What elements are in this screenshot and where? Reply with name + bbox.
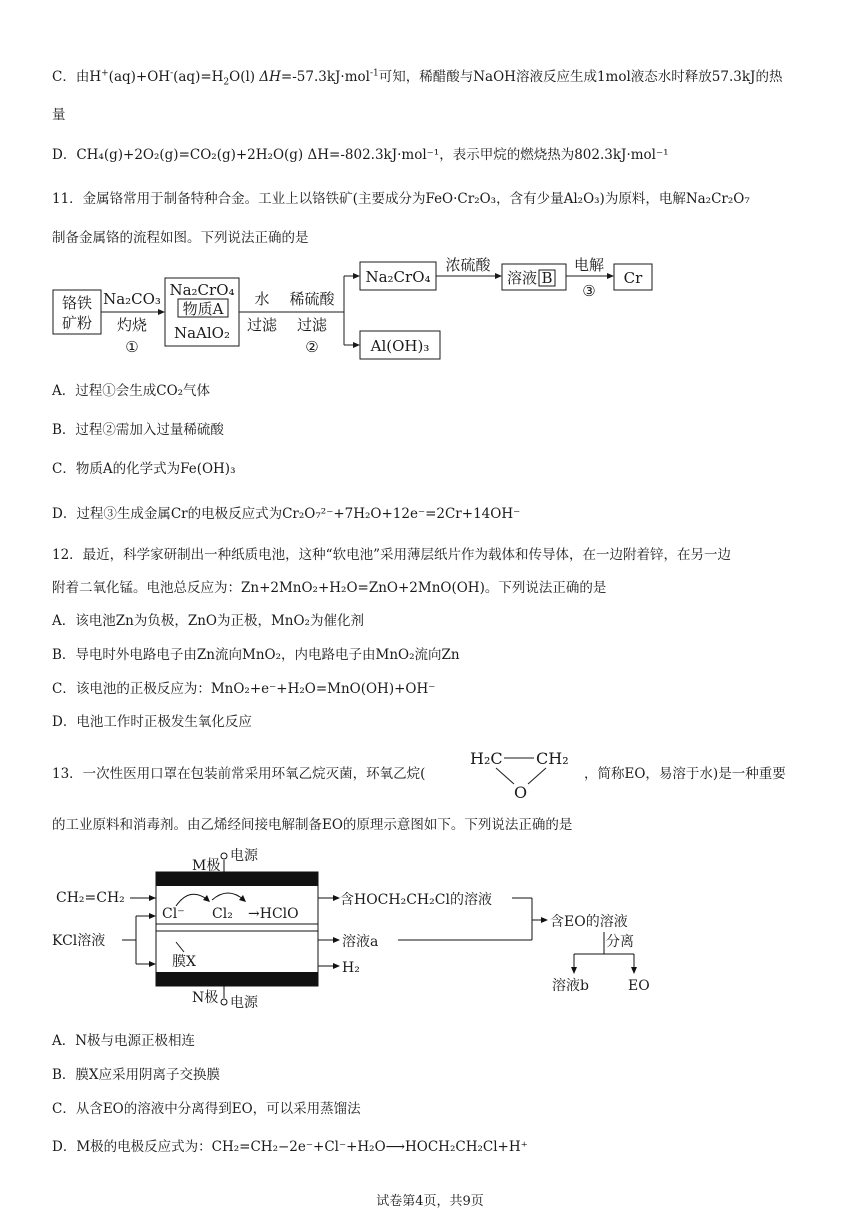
q13-option-d: D．M极的电极反应式为：CH₂=CH₂−2e⁻+Cl⁻+H₂O⟶HOCH₂CH₂Cl+H⁺ bbox=[52, 1139, 528, 1155]
power-label-bottom: 电源 bbox=[230, 995, 258, 1011]
output-hoch2ch2cl: 含HOCH₂CH₂Cl的溶液 bbox=[340, 892, 492, 908]
flow-lower-product: Al(OH)₃ bbox=[370, 337, 430, 355]
flow-step3-number: ② bbox=[305, 338, 319, 356]
q12-option-a: A．该电池Zn为负极，ZnO为正极，MnO₂为催化剂 bbox=[52, 613, 364, 629]
flow-step1-reagent: Na₂CO₃ bbox=[103, 290, 161, 308]
q11-stem-line1: 11．金属铬常用于制备特种合金。工业上以铬铁矿(主要成分为FeO·Cr₂O₃，含有少量Al₂O₃)为原料，电解Na₂Cr₂O₇ bbox=[52, 191, 750, 207]
flow-solution-box: 溶液 bbox=[506, 269, 538, 287]
page-footer: 试卷第4页，共9页 bbox=[376, 1194, 484, 1209]
q12-stem-line2: 附着二氧化锰。电池总反应为：Zn+2MnO₂+H₂O=ZnO+2MnO(OH)。下列说法正确的是 bbox=[52, 580, 607, 596]
eo-product: EO bbox=[628, 978, 650, 994]
q13-stem-line2: 的工业原料和消毒剂。由乙烯经间接电解制备EO的原理示意图如下。下列说法正确的是 bbox=[52, 817, 573, 833]
flow-step5-reagent: 电解 bbox=[573, 256, 605, 274]
epoxide-left-group: H₂C bbox=[470, 749, 503, 768]
flow-step5-number: ③ bbox=[582, 282, 596, 300]
q11-option-c: C．物质A的化学式为Fe(OH)₃ bbox=[52, 461, 236, 477]
q10-option-d: D．CH₄(g)+2O₂(g)=CO₂(g)+2H₂O(g) ΔH=-802.3kJ·mol⁻¹，表示甲烷的燃烧热为802.3kJ·mol⁻¹ bbox=[52, 147, 669, 163]
solution-b: 溶液b bbox=[552, 978, 589, 994]
epoxide-right-group: CH₂ bbox=[536, 749, 569, 768]
epoxide-oxygen: O bbox=[514, 783, 528, 802]
n-electrode-label: N极 bbox=[192, 990, 219, 1006]
flow-solution-b: B bbox=[541, 269, 553, 287]
flow-step4-reagent: 浓硫酸 bbox=[445, 256, 491, 274]
flow-cr-product: Cr bbox=[623, 269, 643, 287]
flow-step3-op: 过滤 bbox=[296, 316, 328, 334]
output-solution-a: 溶液a bbox=[342, 934, 379, 950]
q13-option-a: A．N极与电源正极相连 bbox=[52, 1033, 196, 1049]
membrane-x-label: 膜X bbox=[172, 954, 196, 970]
chloride-ion: Cl⁻ bbox=[162, 906, 185, 922]
q11-option-a: A．过程①会生成CO₂气体 bbox=[52, 383, 211, 399]
flow-ore-label-1: 铬铁 bbox=[61, 294, 93, 312]
flow-upper-product: Na₂CrO₄ bbox=[365, 268, 431, 286]
eo-solution: 含EO的溶液 bbox=[550, 914, 628, 930]
ethylene-input: CH₂=CH₂ bbox=[56, 890, 125, 906]
flow-step2-op: 过滤 bbox=[246, 316, 278, 334]
q12-option-d: D．电池工作时正极发生氧化反应 bbox=[52, 714, 252, 730]
output-h2: H₂ bbox=[342, 960, 360, 976]
q11-flow-diagram bbox=[48, 256, 668, 368]
flow-step1-op: 灼烧 bbox=[116, 316, 148, 334]
q13-option-b: B．膜X应采用阴离子交换膜 bbox=[52, 1067, 221, 1083]
q11-option-d: D．过程③生成金属Cr的电极反应式为Cr₂O₇²⁻+7H₂O+12e⁻=2Cr+14OH⁻ bbox=[52, 506, 521, 522]
q11-stem-line2: 制备金属铬的流程如图。下列说法正确的是 bbox=[52, 230, 309, 246]
flow-box2-line1: Na₂CrO₄ bbox=[169, 281, 235, 299]
epoxide-structure bbox=[468, 742, 580, 802]
separation-label: 分离 bbox=[606, 934, 634, 950]
flow-step1-number: ① bbox=[125, 338, 139, 356]
q13-electrolysis-diagram bbox=[52, 842, 672, 1024]
q12-stem-line1: 12．最近，科学家研制出一种纸质电池，这种“软电池”采用薄层纸片作为载体和传导体，在一边附着锌，在另一边 bbox=[52, 547, 731, 563]
q12-option-c: C．该电池的正极反应为：MnO₂+e⁻+H₂O=MnO(OH)+OH⁻ bbox=[52, 681, 436, 697]
kcl-solution-input: KCl溶液 bbox=[52, 933, 106, 949]
power-label-top: 电源 bbox=[230, 848, 258, 864]
flow-step3-reagent: 稀硫酸 bbox=[289, 290, 335, 308]
flow-box2-line3: NaAlO₂ bbox=[173, 324, 231, 342]
flow-ore-label-2: 矿粉 bbox=[61, 314, 93, 332]
q13-stem-part1: 13．一次性医用口罩在包装前常采用环氧乙烷灭菌，环氧乙烷( bbox=[52, 766, 426, 782]
q11-option-b: B．过程②需加入过量稀硫酸 bbox=[52, 422, 224, 438]
chlorine-gas: Cl₂ bbox=[212, 906, 233, 922]
hclo-product: →HClO bbox=[248, 906, 299, 922]
q13-option-c: C．从含EO的溶液中分离得到EO，可以采用蒸馏法 bbox=[52, 1101, 361, 1117]
m-electrode-label: M极 bbox=[192, 858, 221, 874]
flow-box2-substance-a: 物质A bbox=[182, 300, 224, 318]
flow-step2-reagent: 水 bbox=[254, 290, 270, 308]
q10-option-c: C．由$H^+(aq)+OH^-(aq)=H_2O(l)$ ΔH=-57.3kJ·mol$^{-1}$可知，稀醋酸与NaOH溶液反应生成1mol液态水时释放57.3kJ的热 bbox=[52, 68, 783, 88]
q12-option-b: B．导电时外电路电子由Zn流向MnO₂，内电路电子由MnO₂流向Zn bbox=[52, 647, 460, 663]
q13-stem-part2: ，简称EO，易溶于水)是一种重要 bbox=[584, 766, 786, 782]
q10-option-c-cont: 量 bbox=[52, 107, 66, 123]
